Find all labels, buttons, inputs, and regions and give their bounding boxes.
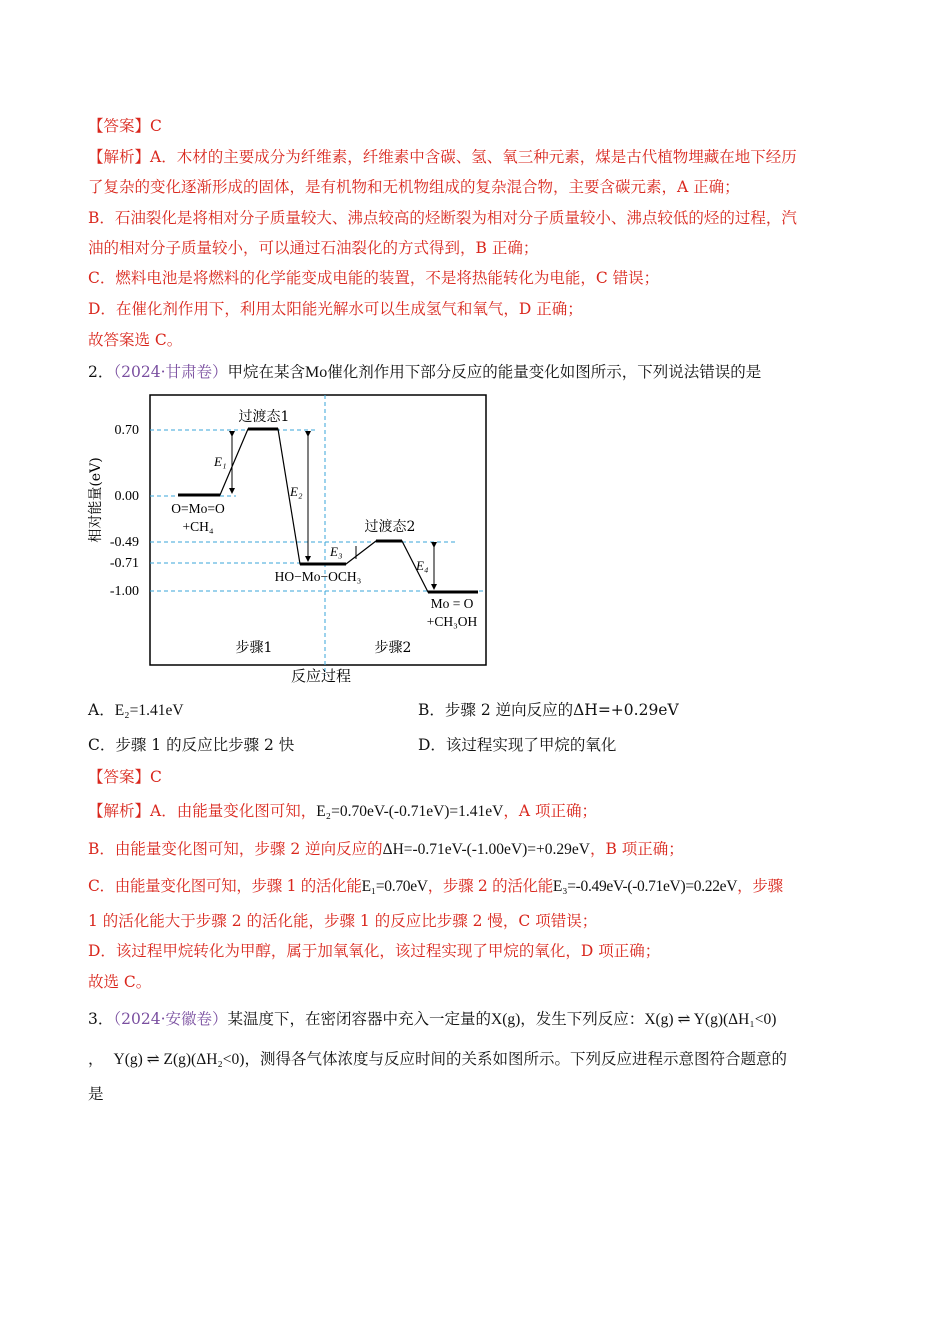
- analysis-q1-line6: D．在催化剂作用下，利用太阳能光解水可以生成氢气和氧气，D 正确；: [88, 300, 583, 318]
- line2-comma: ，: [88, 1050, 104, 1068]
- label-intermediate: HO−Mo−OCH₃: [274, 569, 362, 584]
- ytick-1: 0.00: [114, 489, 139, 504]
- analysis-q2-b: [88, 839, 684, 860]
- conclusion-q1: 故答案选 C。: [88, 331, 183, 349]
- label-end-1: Mo = O: [430, 596, 474, 611]
- y-axis-label: 相对能量(eV): [88, 457, 104, 543]
- stem-mo: Mo: [305, 364, 328, 381]
- analysis-q2-a: [88, 801, 597, 822]
- stem-x: X(g): [491, 1011, 521, 1028]
- analysis-q1-line5: C．燃料电池是将燃料的化学能变成电能的装置，不是将热能转化为电能，C 错误；: [88, 269, 660, 287]
- analysis-c-text3: ，步骤: [737, 877, 783, 895]
- option-d[interactable]: D．该过程实现了甲烷的氧化: [418, 736, 617, 754]
- line2-text: ，测得各气体浓度与反应时间的关系如图所示。下列反应进程示意图符合题意的: [244, 1050, 787, 1068]
- ytick-4: -1.00: [109, 584, 139, 599]
- label-e1: E₁: [214, 454, 227, 469]
- question-3-line2: [88, 1049, 787, 1070]
- label-start-1: O=Mo=O: [171, 501, 225, 516]
- stem-part-b: 催化剂作用下部分反应的能量变化如图所示，下列说法错误的是: [327, 363, 762, 381]
- x-axis-label: 反应过程: [290, 667, 352, 685]
- analysis-b-tail: ，B 项正确；: [589, 840, 684, 858]
- option-c[interactable]: C．步骤 1 的反应比步骤 2 快: [88, 736, 295, 754]
- stem-part-a: 甲烷在某含: [227, 363, 306, 381]
- analysis-q2-c-cont: 1 的活化能大于步骤 2 的活化能，步骤 1 的反应比步骤 2 慢，C 项错误；: [88, 912, 598, 930]
- analysis-c-math1: E₁=0.70eV: [361, 878, 428, 895]
- ytick-0: 0.70: [114, 423, 139, 438]
- option-a[interactable]: [88, 700, 184, 721]
- analysis-c-text: C．由能量变化图可知，步骤 1 的活化能: [88, 877, 362, 895]
- label-ts2: 过渡态2: [364, 519, 416, 535]
- ytick-3: -0.71: [109, 556, 139, 571]
- question-source: （2024·安徽卷）: [113, 1010, 228, 1028]
- label-end-2: +CH₃OH: [426, 614, 478, 629]
- equation-2: Y(g) ⇌ Z(g)(ΔH₂<0): [113, 1051, 245, 1068]
- question-number: 3．: [88, 1010, 114, 1028]
- analysis-c-text2: ，步骤 2 的活化能: [427, 877, 553, 895]
- analysis-q1-line4: 油的相对分子质量较小，可以通过石油裂化的方式得到，B 正确；: [88, 239, 539, 257]
- conclusion-q2: 故选 C。: [88, 973, 152, 991]
- stem-part-a: 某温度下，在密闭容器中充入一定量的: [227, 1010, 492, 1028]
- stem-part-b: ，发生下列反应：: [520, 1010, 645, 1028]
- question-3-line3: 是: [88, 1085, 104, 1103]
- analysis-a-text: 【解析】A．由能量变化图可知，: [88, 802, 317, 820]
- analysis-c-math2: E₃=-0.49eV-(-0.71eV)=0.22eV: [552, 878, 738, 895]
- answer-q1: 【答案】C: [88, 117, 162, 135]
- label-ts1: 过渡态1: [238, 409, 290, 425]
- label-e4: E₄: [416, 558, 429, 573]
- analysis-q1-line1: 【解析】A．木材的主要成分为纤维素，纤维素中含碳、氢、氧三种元素，煤是古代植物埋藏在地下经历: [88, 148, 797, 166]
- label-e2: E₂: [290, 484, 303, 499]
- ytick-2: -0.49: [109, 535, 139, 550]
- option-a-label: A．: [88, 701, 115, 719]
- answer-q2: 【答案】C: [88, 768, 162, 786]
- option-b[interactable]: B．步骤 2 逆向反应的ΔH=+0.29eV: [418, 701, 679, 719]
- question-source: （2024·甘肃卷）: [113, 363, 228, 381]
- analysis-a-tail: ，A 项正确；: [503, 802, 598, 820]
- question-number: 2．: [88, 363, 114, 381]
- equation-1: X(g) ⇌ Y(g)(ΔH₁<0): [644, 1011, 777, 1028]
- energy-profile-chart: [86, 388, 506, 688]
- analysis-q2-d: D．该过程甲烷转化为甲醇，属于加氧氧化，该过程实现了甲烷的氧化，D 项正确；: [88, 942, 661, 960]
- analysis-a-math: E₂=0.70eV-(-0.71eV)=1.41eV: [316, 803, 504, 820]
- analysis-b-math: ΔH=-0.71eV-(-1.00eV)=+0.29eV: [382, 841, 590, 858]
- analysis-b-text: B．由能量变化图可知，步骤 2 逆向反应的: [88, 840, 383, 858]
- label-e3: E₃: [330, 544, 343, 559]
- label-step1: 步骤1: [235, 640, 273, 656]
- analysis-q2-c: [88, 876, 783, 897]
- analysis-q1-line2: 了复杂的变化逐渐形成的固体，是有机物和无机物组成的复杂混合物，主要含碳元素，A 正确；: [88, 178, 740, 196]
- label-start-2: +CH₄: [182, 519, 214, 534]
- option-a-text: E₂=1.41eV: [114, 702, 184, 719]
- label-step2: 步骤2: [374, 640, 412, 656]
- question-3-stem: [88, 1009, 776, 1030]
- question-2-stem: [88, 362, 761, 383]
- analysis-q1-line3: B．石油裂化是将相对分子质量较大、沸点较高的烃断裂为相对分子质量较小、沸点较低的烃的过程，汽: [88, 209, 797, 227]
